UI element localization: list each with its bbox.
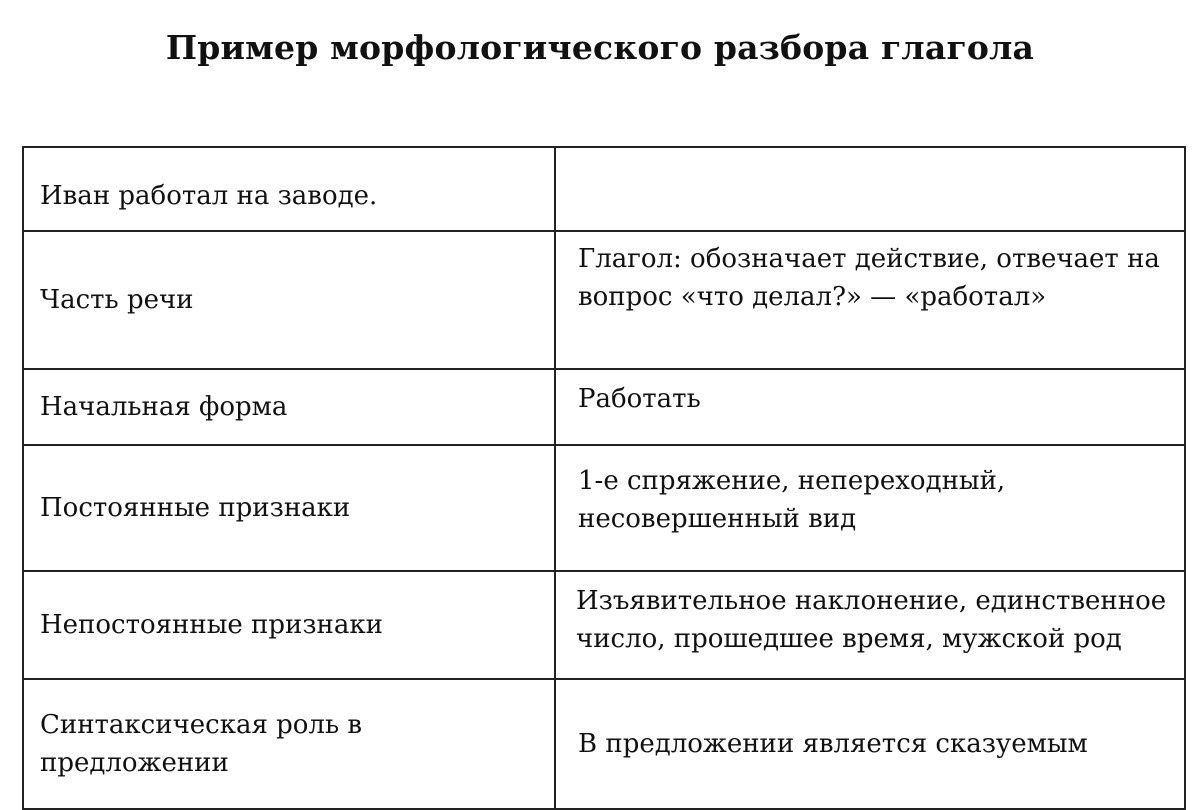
- non-permanent-features-label: Непостоянные признаки: [23, 571, 555, 679]
- part-of-speech-value: Глагол: обозначает действие, отвечает на вопрос «что делал?» — «работал»: [555, 231, 1185, 369]
- example-sentence-cell: Иван работал на заводе.: [23, 147, 555, 231]
- verb-analysis-table-container: [22, 146, 1186, 810]
- table-row: [23, 231, 1185, 369]
- table-row: [23, 679, 1185, 809]
- table-row: [23, 147, 1185, 231]
- permanent-features-label: Постоянные признаки: [23, 445, 555, 571]
- verb-analysis-table: [22, 146, 1186, 810]
- table-row: [23, 445, 1185, 571]
- syntactic-role-value: В предложении является сказуемым: [555, 679, 1185, 809]
- table-row: [23, 369, 1185, 445]
- initial-form-label: Начальная форма: [23, 369, 555, 445]
- syntactic-role-label: Синтаксическая роль в предложении: [23, 679, 555, 809]
- permanent-features-value: 1-е спряжение, непереходный, несовершенный вид: [555, 445, 1185, 571]
- table-row: [23, 571, 1185, 679]
- empty-value-cell: [555, 147, 1185, 231]
- document-title: Пример морфологического разбора глагола: [165, 28, 1035, 67]
- part-of-speech-label: Часть речи: [23, 231, 555, 369]
- non-permanent-features-value: Изъявительное наклонение, единственное число, прошедшее время, мужской род: [555, 571, 1185, 679]
- initial-form-value: Работать: [555, 369, 1185, 445]
